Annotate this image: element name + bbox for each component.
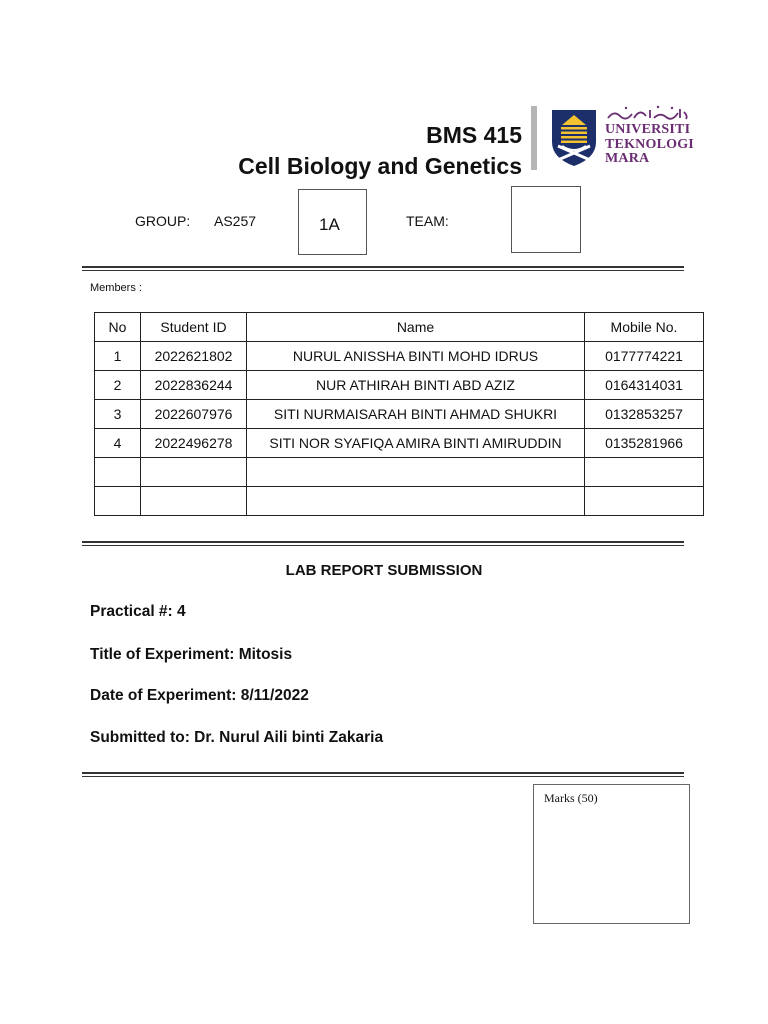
- table-cell: 1: [95, 342, 141, 371]
- table-cell: 2022496278: [141, 429, 247, 458]
- divider-bottom: [82, 772, 684, 777]
- table-cell: 2: [95, 371, 141, 400]
- table-cell: SITI NOR SYAFIQA AMIRA BINTI AMIRUDDIN: [247, 429, 585, 458]
- table-cell: NURUL ANISSHA BINTI MOHD IDRUS: [247, 342, 585, 371]
- experiment-title: Title of Experiment: Mitosis: [90, 646, 293, 663]
- group-code: AS257: [214, 213, 257, 229]
- marks-label: Marks (50): [544, 791, 598, 805]
- table-cell: 0132853257: [585, 400, 704, 429]
- table-cell: [247, 458, 585, 487]
- table-cell: 0164314031: [585, 371, 704, 400]
- table-cell: 2022621802: [141, 342, 247, 371]
- logo-line-2: TEKNOLOGI: [605, 136, 694, 152]
- team-value-box: [511, 186, 581, 253]
- table-cell: SITI NURMAISARAH BINTI AHMAD SHUKRI: [247, 400, 585, 429]
- table-cell: [141, 458, 247, 487]
- submitted-to: Submitted to: Dr. Nurul Aili binti Zakaria: [90, 729, 384, 746]
- group-label: GROUP:: [135, 213, 191, 229]
- table-cell: NUR ATHIRAH BINTI ABD AZIZ: [247, 371, 585, 400]
- logo-divider: [531, 106, 537, 170]
- university-name: [605, 123, 694, 167]
- submission-heading: LAB REPORT SUBMISSION: [285, 562, 483, 579]
- group-value-box: 1A: [298, 189, 367, 255]
- column-header: Mobile No.: [585, 313, 704, 342]
- table-cell: [95, 458, 141, 487]
- table-cell: 3: [95, 400, 141, 429]
- table-cell: 2022607976: [141, 400, 247, 429]
- table-cell: 0177774221: [585, 342, 704, 371]
- table-row: [95, 400, 704, 429]
- table-row: [95, 487, 704, 516]
- divider-top: [82, 266, 684, 271]
- column-header: Student ID: [141, 313, 247, 342]
- table-row: [95, 342, 704, 371]
- table-cell: [585, 458, 704, 487]
- members-label: Members :: [90, 282, 142, 294]
- logo-line-1: UNIVERSITI: [605, 122, 691, 137]
- table-row: [95, 429, 704, 458]
- table-row: [95, 371, 704, 400]
- table-cell: 4: [95, 429, 141, 458]
- practical-number: Practical #: 4: [90, 603, 186, 620]
- table-cell: [585, 487, 704, 516]
- course-name: Cell Biology and Genetics: [238, 153, 522, 179]
- logo-line-3: MARA: [605, 151, 650, 166]
- table-row: [95, 458, 704, 487]
- table-header-row: [95, 313, 704, 342]
- jawi-script-logo: [606, 104, 690, 122]
- members-table: [94, 312, 704, 516]
- table-cell: 2022836244: [141, 371, 247, 400]
- column-header: No: [95, 313, 141, 342]
- experiment-date: Date of Experiment: 8/11/2022: [90, 687, 309, 704]
- university-crest-icon: [549, 108, 599, 168]
- table-cell: 0135281966: [585, 429, 704, 458]
- divider-middle: [82, 541, 684, 546]
- table-cell: [95, 487, 141, 516]
- course-code: BMS 415: [426, 122, 522, 148]
- table-cell: [247, 487, 585, 516]
- column-header: Name: [247, 313, 585, 342]
- team-label: TEAM:: [406, 213, 449, 229]
- table-cell: [141, 487, 247, 516]
